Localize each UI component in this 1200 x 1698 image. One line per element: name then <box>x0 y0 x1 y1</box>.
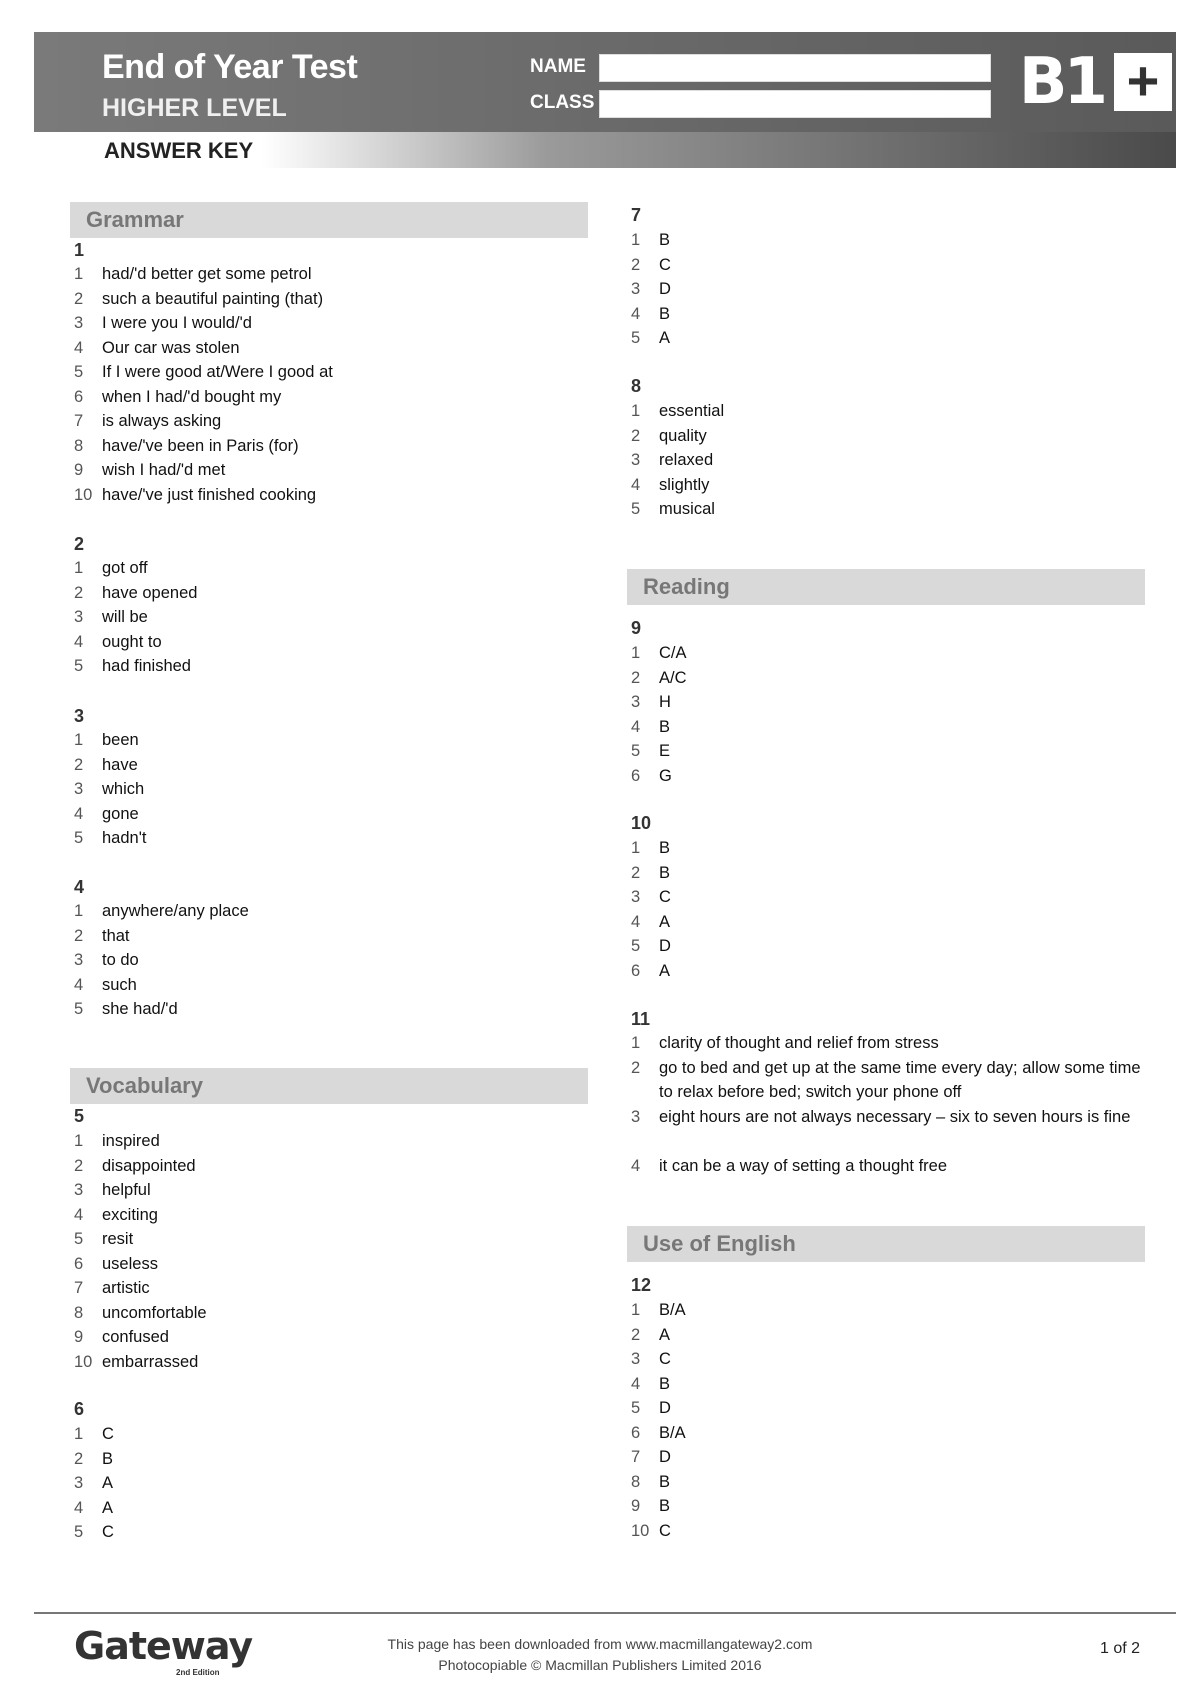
answer-number: 10 <box>74 1352 93 1371</box>
answer-text: B/A <box>659 1301 686 1319</box>
exercise-number: 12 <box>631 1275 652 1295</box>
answer-text: B <box>659 1374 671 1393</box>
exercise-number: 10 <box>631 813 652 833</box>
answer-number: 2 <box>74 289 84 308</box>
answer-number: 5 <box>74 1000 84 1018</box>
answer-number: 4 <box>74 338 84 357</box>
test-level: HIGHER LEVEL <box>102 94 287 122</box>
exercise-number: 8 <box>631 376 642 396</box>
name-field[interactable] <box>599 54 991 82</box>
answer-number: 6 <box>631 766 641 785</box>
answer-number: 10 <box>631 1521 650 1540</box>
answer-number: 5 <box>74 363 84 381</box>
answer-number: 3 <box>74 608 84 626</box>
answer-text: have/'ve just finished cooking <box>102 485 317 504</box>
answer-text: uncomfortable <box>102 1303 207 1322</box>
answer-text: D <box>659 280 671 298</box>
class-field[interactable] <box>599 90 991 118</box>
answer-number: 2 <box>631 1058 641 1077</box>
answer-number: 4 <box>631 717 641 736</box>
answer-number: 1 <box>74 559 84 577</box>
answer-text: wish I had/'d met <box>102 461 226 479</box>
answer-text: such a beautiful painting (that) <box>102 289 324 308</box>
answer-number: 5 <box>631 742 641 760</box>
answer-text: gone <box>102 804 139 823</box>
answer-text: slightly <box>659 475 710 494</box>
answer-text: B <box>659 231 671 249</box>
section-grammar: Grammar <box>70 202 588 238</box>
plus-icon: + <box>1114 53 1172 111</box>
answer-number: 9 <box>74 1328 84 1346</box>
exercise-number: 1 <box>74 240 85 260</box>
answer-number: 1 <box>74 1132 84 1150</box>
answer-text: If I were good at/Were I good at <box>102 363 333 381</box>
answer-number: 7 <box>74 412 84 430</box>
answer-number: 2 <box>631 863 641 882</box>
answer-number: 3 <box>631 451 641 469</box>
answer-number: 4 <box>74 975 84 994</box>
answer-number: 7 <box>631 1448 641 1466</box>
level-badge <box>1018 45 1176 119</box>
answer-number: 3 <box>631 1107 641 1126</box>
answer-text: useless <box>102 1254 158 1273</box>
answer-text: C <box>102 1425 114 1443</box>
answer-text: it can be a way of setting a thought free <box>659 1156 948 1175</box>
answer-text: A <box>659 961 671 980</box>
answer-text: ought to <box>102 632 162 651</box>
answer-text: A <box>659 1325 671 1344</box>
answer-number: 5 <box>74 829 84 847</box>
answer-key-label: ANSWER KEY <box>104 138 254 163</box>
answer-number: 1 <box>631 231 641 249</box>
answer-text: B <box>659 1472 671 1491</box>
answer-number: 2 <box>74 1449 84 1468</box>
answer-number: 2 <box>74 583 84 602</box>
exercise-number: 11 <box>631 1009 651 1029</box>
answer-text: helpful <box>102 1181 151 1199</box>
answer-text: C/A <box>659 644 687 662</box>
answer-number: 5 <box>631 500 641 518</box>
footer-divider <box>34 1612 1176 1614</box>
exercise-number: 5 <box>74 1106 85 1126</box>
answer-number: 4 <box>74 1498 84 1517</box>
section-use-of-english: Use of English <box>627 1226 1145 1262</box>
answer-text: artistic <box>102 1279 150 1297</box>
answer-number: 5 <box>631 329 641 347</box>
answer-number: 8 <box>74 436 84 455</box>
answer-text: got off <box>102 559 148 577</box>
answer-text: musical <box>659 500 715 518</box>
exercise-number: 2 <box>74 534 85 554</box>
answer-number: 2 <box>74 1156 84 1175</box>
answer-number: 2 <box>631 668 641 687</box>
answer-text: quality <box>659 426 707 445</box>
answer-number: 2 <box>74 926 84 945</box>
answer-text: D <box>659 1448 671 1466</box>
answer-text: embarrassed <box>102 1352 199 1371</box>
answer-number: 5 <box>631 937 641 955</box>
answer-text: such <box>102 975 137 994</box>
answer-number: 1 <box>631 1034 641 1052</box>
answer-number: 4 <box>631 912 641 931</box>
answer-text: have <box>102 755 138 774</box>
answer-number: 2 <box>631 255 641 274</box>
answer-text: D <box>659 1399 671 1417</box>
answer-text: inspired <box>102 1132 160 1150</box>
answer-text: A/C <box>659 668 687 687</box>
answer-text: exciting <box>102 1205 158 1224</box>
copyright-notice: Photocopiable © Macmillan Publishers Limited 2016 <box>438 1657 762 1673</box>
answer-text: clarity of thought and relief from stress <box>659 1034 939 1052</box>
answer-number: 2 <box>631 1325 641 1344</box>
answer-text: A <box>659 912 671 931</box>
answer-text: hadn't <box>102 829 147 847</box>
answer-text: C <box>659 255 671 274</box>
answer-text: eight hours are not always necessary – six to seven hours is fine <box>659 1107 1131 1126</box>
class-label: CLASS <box>530 92 595 113</box>
answer-text: A <box>102 1498 114 1517</box>
answer-text: H <box>659 693 671 711</box>
answer-number: 9 <box>631 1497 641 1515</box>
test-title: End of Year Test <box>102 48 358 86</box>
answer-number: 6 <box>74 1254 84 1273</box>
answer-text: D <box>659 937 671 955</box>
answer-text: resit <box>102 1230 134 1248</box>
answer-number: 4 <box>631 304 641 323</box>
section-vocabulary: Vocabulary <box>70 1068 588 1104</box>
level-text: B1 <box>1018 45 1104 119</box>
answer-number: 1 <box>74 265 84 283</box>
answer-text: E <box>659 742 671 760</box>
answer-text: relaxed <box>659 451 714 469</box>
answer-text: Our car was stolen <box>102 338 240 357</box>
answer-number: 3 <box>74 314 84 332</box>
gateway-logo: Gateway <box>74 1624 253 1668</box>
answer-number: 10 <box>74 485 93 504</box>
answer-number: 2 <box>74 755 84 774</box>
answer-number: 8 <box>631 1472 641 1491</box>
name-label: NAME <box>530 56 586 77</box>
answer-text: B <box>102 1449 114 1468</box>
answer-text: that <box>102 926 130 945</box>
answer-text: G <box>659 766 672 785</box>
answer-number: 4 <box>631 1374 641 1393</box>
answer-text: been <box>102 731 139 749</box>
answer-text: B/A <box>659 1423 686 1442</box>
answer-number: 6 <box>631 1423 641 1442</box>
answer-number: 1 <box>631 1301 641 1319</box>
answer-text: had/'d better get some petrol <box>102 265 312 283</box>
answer-number: 3 <box>74 1474 84 1492</box>
answer-number: 8 <box>74 1303 84 1322</box>
answer-number: 6 <box>631 961 641 980</box>
answer-text: C <box>659 888 671 906</box>
answer-text: C <box>659 1521 671 1540</box>
answer-number: 1 <box>74 731 84 749</box>
answer-text: when I had/'d bought my <box>102 387 282 406</box>
answer-text: will be <box>102 608 148 626</box>
answer-number: 1 <box>631 644 641 662</box>
answer-text: A <box>102 1474 114 1492</box>
exercise-number: 9 <box>631 618 642 638</box>
answer-number: 3 <box>74 780 84 798</box>
answer-text: anywhere/any place <box>102 902 249 920</box>
answer-number: 2 <box>631 426 641 445</box>
answer-number: 4 <box>74 804 84 823</box>
answer-number: 3 <box>631 1350 641 1368</box>
download-notice: This page has been downloaded from www.macmillangateway2.com <box>387 1636 813 1652</box>
answer-number: 3 <box>74 951 84 969</box>
answer-number: 6 <box>74 387 84 406</box>
exercise-number: 3 <box>74 706 85 726</box>
answer-text: go to bed and get up at the same time every day; allow some time to relax before bed; switch your phone off <box>659 1058 1141 1101</box>
answer-text: confused <box>102 1328 169 1346</box>
section-reading: Reading <box>627 569 1145 605</box>
answer-text: B <box>659 304 671 323</box>
answer-text: which <box>102 780 145 798</box>
answer-number: 4 <box>631 1156 641 1175</box>
answer-text: disappointed <box>102 1156 196 1175</box>
answer-number: 9 <box>74 461 84 479</box>
answer-number: 3 <box>74 1181 84 1199</box>
answer-number: 5 <box>74 1230 84 1248</box>
answer-number: 3 <box>631 888 641 906</box>
answer-text: have/'ve been in Paris (for) <box>102 436 299 455</box>
answer-number: 1 <box>74 1425 84 1443</box>
answer-text: essential <box>659 402 725 420</box>
answer-number: 1 <box>74 902 84 920</box>
answer-text: C <box>102 1523 114 1541</box>
answer-text: B <box>659 1497 671 1515</box>
answer-text: B <box>659 717 671 736</box>
answer-number: 4 <box>631 475 641 494</box>
exercise-number: 4 <box>74 877 85 897</box>
answer-text: I were you I would/'d <box>102 314 252 332</box>
answer-number: 4 <box>74 1205 84 1224</box>
answer-text: C <box>659 1350 671 1368</box>
answer-text: had finished <box>102 657 191 675</box>
answer-text: A <box>659 329 671 347</box>
answer-text: she had/'d <box>102 1000 178 1018</box>
answer-number: 4 <box>74 632 84 651</box>
exercise-number: 6 <box>74 1399 85 1419</box>
answer-text: B <box>659 863 671 882</box>
page-number: 1 of 2 <box>1099 1640 1140 1657</box>
exercise-number: 7 <box>631 205 642 225</box>
answer-text: to do <box>102 951 139 969</box>
logo-edition: 2nd Edition <box>176 1668 220 1677</box>
answer-text: is always asking <box>102 412 222 430</box>
page-header <box>34 32 1176 168</box>
answer-number: 3 <box>631 280 641 298</box>
answer-number: 7 <box>74 1279 84 1297</box>
answer-number: 5 <box>74 1523 84 1541</box>
answer-number: 1 <box>631 402 641 420</box>
answer-number: 5 <box>631 1399 641 1417</box>
answer-number: 5 <box>74 657 84 675</box>
answer-number: 1 <box>631 839 641 857</box>
answer-text: have opened <box>102 583 198 602</box>
answer-text: B <box>659 839 671 857</box>
answer-number: 3 <box>631 693 641 711</box>
